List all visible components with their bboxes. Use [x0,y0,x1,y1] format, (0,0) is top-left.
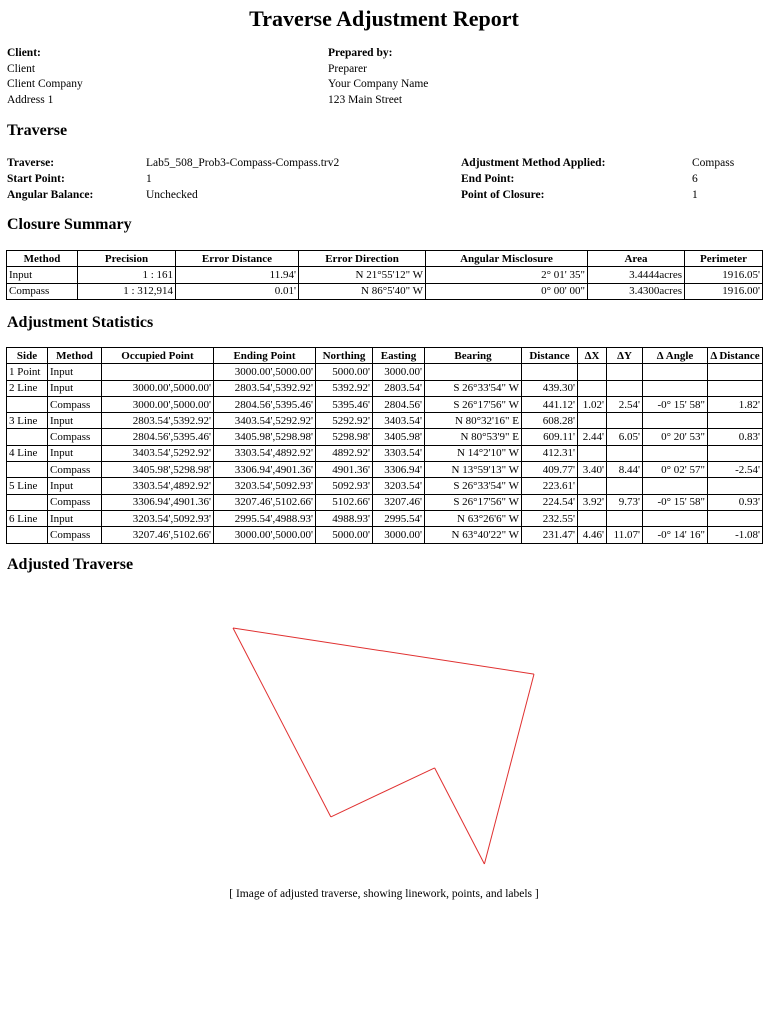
stats-cell [607,413,643,429]
stats-cell: 5292.92' [316,413,373,429]
stats-cell: 3000.00',5000.00' [214,364,316,380]
stats-cell: 3203.54',5092.93' [102,510,214,526]
closure-cell: 3.4444acres [588,267,685,283]
stats-column-header: ΔX [578,348,607,364]
closure-cell: N 21°55'12" W [299,267,426,283]
table-row [7,478,763,494]
stats-cell: -0° 15' 58" [643,494,708,510]
stats-cell: 2803.54',5392.92' [214,380,316,396]
stats-column-header: Occupied Point [102,348,214,364]
stats-cell [607,445,643,461]
adjusted-traverse-caption: [ Image of adjusted traverse, showing linework, points, and labels ] [229,888,539,900]
stats-cell [708,445,763,461]
stats-cell [607,478,643,494]
stats-cell: 3.40' [578,462,607,478]
stats-cell: 3000.00' [373,527,425,543]
stats-cell: 0° 20' 53" [643,429,708,445]
closure-header-row [7,251,763,267]
method-labels [461,155,605,203]
stats-cell: 3306.94' [373,462,425,478]
stats-cell: N 63°40'22" W [425,527,522,543]
stats-cell: 4988.93' [316,510,373,526]
stats-cell: S 26°33'54" W [425,478,522,494]
stats-cell [578,445,607,461]
closure-cell: 1916.05' [685,267,763,283]
stats-cell: 9.73' [607,494,643,510]
stats-cell: 3203.54' [373,478,425,494]
stats-cell: N 80°32'16" E [425,413,522,429]
traverse-line-segment [233,628,534,674]
angular-balance-label: Angular Balance: [7,189,94,201]
stats-cell [102,364,214,380]
stats-cell [7,396,48,412]
stats-cell: 4.46' [578,527,607,543]
stats-cell: 5392.92' [316,380,373,396]
stats-cell: 409.77' [522,462,578,478]
start-point-label: Start Point: [7,173,65,185]
stats-cell: -2.54' [708,462,763,478]
table-row [7,527,763,543]
closure-cell: 0.01' [176,283,299,299]
stats-cell: 4901.36' [316,462,373,478]
stats-column-header: Δ Distance [708,348,763,364]
closure-cell: Input [7,267,78,283]
traverse-heading: Traverse [7,122,68,139]
stats-cell: 3 Line [7,413,48,429]
table-row [7,364,763,380]
stats-cell [708,364,763,380]
stats-cell [578,413,607,429]
stats-cell: N 63°26'6" W [425,510,522,526]
stats-cell: Compass [48,396,102,412]
closure-column-header: Perimeter [685,251,763,267]
stats-cell: 3207.46',5102.66' [214,494,316,510]
stats-cell [708,380,763,396]
stats-cell: 11.07' [607,527,643,543]
stats-cell [578,364,607,380]
stats-cell: Compass [48,494,102,510]
adjustment-statistics-heading: Adjustment Statistics [7,314,154,331]
table-row [7,445,763,461]
stats-cell: Compass [48,429,102,445]
stats-cell [643,478,708,494]
traverse-line-segment [484,674,534,864]
client-line: Client Company [7,78,83,90]
adjustment-method-label: Adjustment Method Applied: [461,157,606,169]
closure-cell: 0° 00' 00" [426,283,588,299]
stats-column-header: Easting [373,348,425,364]
method-values [692,155,734,203]
stats-cell: 3303.54',4892.92' [214,445,316,461]
stats-cell: 3000.00',5000.00' [102,380,214,396]
stats-cell: -0° 15' 58" [643,396,708,412]
stats-cell: 3403.54',5292.92' [102,445,214,461]
adjusted-traverse-heading: Adjusted Traverse [7,556,134,573]
closure-column-header: Error Direction [299,251,426,267]
stats-column-header: ΔY [607,348,643,364]
stats-cell: 609.11' [522,429,578,445]
end-point-label: End Point: [461,173,515,185]
closure-column-header: Angular Misclosure [426,251,588,267]
stats-cell: S 26°17'56" W [425,494,522,510]
stats-column-header: Δ Angle [643,348,708,364]
traverse-line-segment [233,628,331,817]
client-block [7,46,83,108]
stats-cell: 3207.46',5102.66' [102,527,214,543]
stats-cell: 5102.66' [316,494,373,510]
stats-cell: -0° 14' 16" [643,527,708,543]
stats-cell [578,380,607,396]
stats-cell: 2804.56',5395.46' [214,396,316,412]
stats-cell: 2803.54' [373,380,425,396]
closure-column-header: Error Distance [176,251,299,267]
stats-cell [708,510,763,526]
stats-cell: 0.83' [708,429,763,445]
client-line: Client [7,62,36,75]
report-title: Traverse Adjustment Report [249,6,519,31]
adjusted-traverse-drawing [7,588,761,884]
start-point-value: 1 [146,173,152,185]
stats-cell: Input [48,445,102,461]
stats-cell: 5395.46' [316,396,373,412]
stats-cell: 3303.54',4892.92' [102,478,214,494]
stats-cell: 3403.54',5292.92' [214,413,316,429]
client-label: Client: [7,47,41,59]
stats-cell: 3303.54' [373,445,425,461]
stats-cell: N 14°2'10" W [425,445,522,461]
stats-cell: 3.92' [578,494,607,510]
stats-cell: 3405.98',5298.98' [102,462,214,478]
stats-cell: 1.82' [708,396,763,412]
stats-cell: 3306.94',4901.36' [214,462,316,478]
stats-cell: 2804.56' [373,396,425,412]
stats-cell: 3000.00',5000.00' [102,396,214,412]
closure-cell: Compass [7,283,78,299]
closure-cell: 3.4300acres [588,283,685,299]
stats-cell: 232.55' [522,510,578,526]
table-row [7,283,763,299]
end-point-value: 6 [692,173,698,185]
stats-cell: 608.28' [522,413,578,429]
closure-column-header: Precision [78,251,176,267]
stats-cell [7,429,48,445]
stats-cell: 3403.54' [373,413,425,429]
preparer-line: Preparer [328,62,367,75]
stats-cell: 2 Line [7,380,48,396]
stats-cell: Input [48,510,102,526]
traverse-label: Traverse: [7,157,55,169]
stats-cell: Input [48,478,102,494]
closure-cell: 1 : 161 [78,267,176,283]
table-row [7,462,763,478]
preparer-line: Your Company Name [328,78,429,90]
preparer-block [328,46,428,108]
table-row [7,510,763,526]
stats-cell: 5092.93' [316,478,373,494]
stats-cell: N 80°53'9" E [425,429,522,445]
stats-cell: 6.05' [607,429,643,445]
stats-cell [643,510,708,526]
stats-column-header: Method [48,348,102,364]
table-row [7,267,763,283]
closure-summary-table [6,250,763,300]
stats-cell: Compass [48,462,102,478]
stats-cell: 0.93' [708,494,763,510]
adjustment-method-value: Compass [692,157,735,169]
stats-header-row [7,348,763,364]
client-line: Address 1 [7,93,54,106]
adjustment-statistics-table [6,347,763,544]
angular-balance-value: Unchecked [146,189,198,201]
stats-cell: Input [48,380,102,396]
stats-cell: 223.61' [522,478,578,494]
stats-cell: -1.08' [708,527,763,543]
stats-cell [607,380,643,396]
stats-cell: S 26°17'56" W [425,396,522,412]
closure-cell: 1 : 312,914 [78,283,176,299]
stats-cell [643,364,708,380]
stats-cell: 1 Point [7,364,48,380]
stats-column-header: Distance [522,348,578,364]
stats-cell: 5298.98' [316,429,373,445]
stats-cell: 441.12' [522,396,578,412]
stats-cell [607,364,643,380]
stats-cell: N 13°59'13" W [425,462,522,478]
stats-cell: 3000.00',5000.00' [214,527,316,543]
stats-cell [7,494,48,510]
stats-cell: 5000.00' [316,364,373,380]
stats-column-header: Northing [316,348,373,364]
stats-cell [607,510,643,526]
table-row [7,429,763,445]
traverse-values [146,155,339,203]
stats-cell: 224.54' [522,494,578,510]
stats-cell: 2995.54',4988.93' [214,510,316,526]
table-row [7,396,763,412]
stats-cell: 5 Line [7,478,48,494]
stats-cell: 231.47' [522,527,578,543]
stats-cell: 3306.94',4901.36' [102,494,214,510]
closure-cell: 2° 01' 35" [426,267,588,283]
stats-cell [578,478,607,494]
traverse-value: Lab5_508_Prob3-Compass-Compass.trv2 [146,157,340,169]
closure-column-header: Area [588,251,685,267]
point-of-closure-value: 1 [692,189,698,201]
stats-cell [643,413,708,429]
closure-column-header: Method [7,251,78,267]
stats-cell [643,380,708,396]
stats-cell: 2803.54',5392.92' [102,413,214,429]
stats-cell [708,413,763,429]
stats-cell: 3405.98',5298.98' [214,429,316,445]
closure-cell: 1916.00' [685,283,763,299]
stats-cell [708,478,763,494]
stats-cell [578,510,607,526]
stats-cell: 0° 02' 57" [643,462,708,478]
stats-cell: 3207.46' [373,494,425,510]
stats-column-header: Bearing [425,348,522,364]
stats-cell: 2995.54' [373,510,425,526]
point-of-closure-label: Point of Closure: [461,189,545,201]
stats-cell: 4 Line [7,445,48,461]
stats-cell: S 26°33'54" W [425,380,522,396]
stats-cell: 2.44' [578,429,607,445]
stats-cell: 3000.00' [373,364,425,380]
stats-cell: 4892.92' [316,445,373,461]
traverse-labels [7,155,93,203]
stats-cell: 3203.54',5092.93' [214,478,316,494]
stats-cell [7,462,48,478]
preparer-line: 123 Main Street [328,93,403,106]
stats-column-header: Ending Point [214,348,316,364]
stats-cell: Compass [48,527,102,543]
stats-cell [425,364,522,380]
table-row [7,494,763,510]
stats-cell: 3405.98' [373,429,425,445]
closure-summary-heading: Closure Summary [7,216,132,233]
stats-cell: 439.30' [522,380,578,396]
stats-cell: 8.44' [607,462,643,478]
table-row [7,413,763,429]
stats-cell: 2.54' [607,396,643,412]
stats-cell: 5000.00' [316,527,373,543]
stats-column-header: Side [7,348,48,364]
stats-cell [7,527,48,543]
stats-cell [643,445,708,461]
closure-cell: 11.94' [176,267,299,283]
preparer-label: Prepared by: [328,47,393,59]
traverse-line-segment [435,768,485,864]
stats-cell [522,364,578,380]
traverse-line-segment [331,768,435,817]
closure-cell: N 86°5'40" W [299,283,426,299]
table-row [7,380,763,396]
stats-cell: 2804.56',5395.46' [102,429,214,445]
stats-cell: Input [48,364,102,380]
stats-cell: Input [48,413,102,429]
stats-cell: 6 Line [7,510,48,526]
stats-cell: 1.02' [578,396,607,412]
stats-cell: 412.31' [522,445,578,461]
